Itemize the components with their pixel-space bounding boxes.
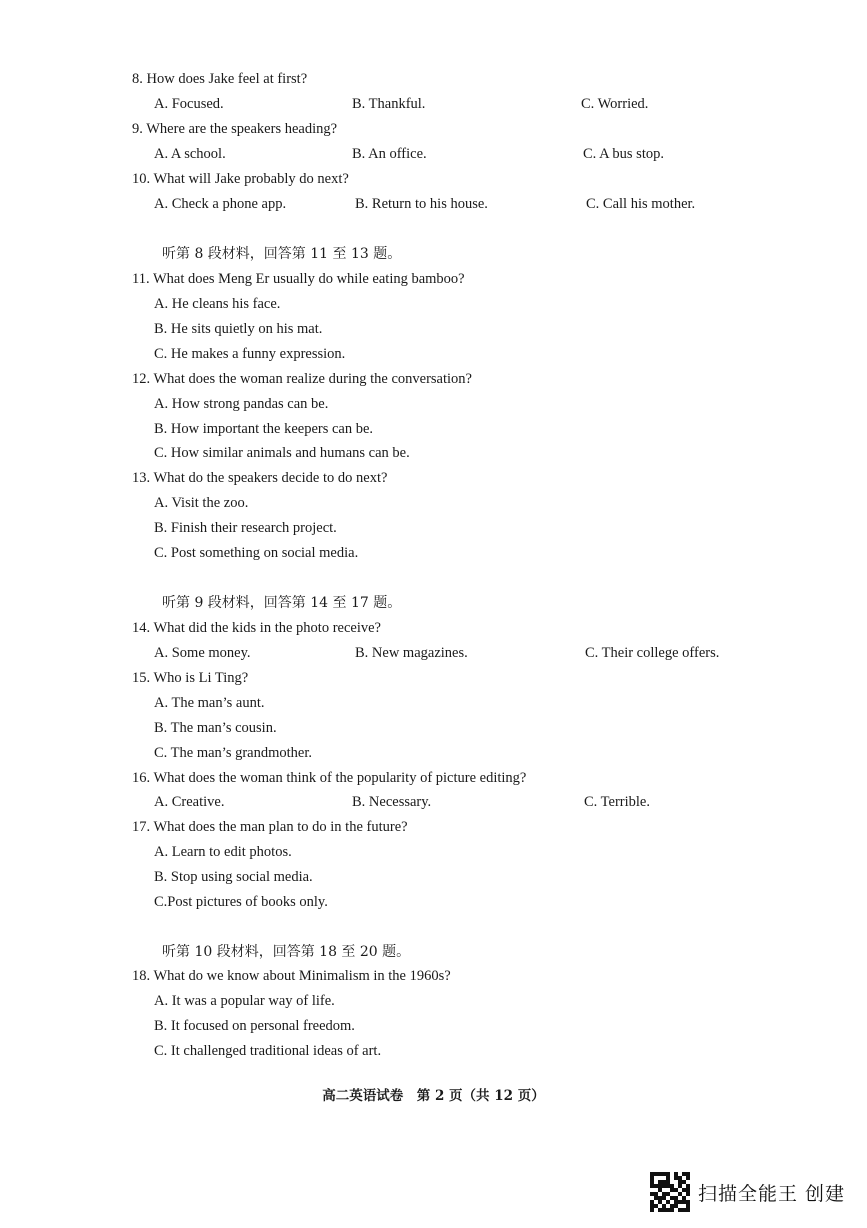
q12-option-b: B. How important the keepers can be. [154,421,374,437]
q18-option-a: A. It was a popular way of life. [154,993,335,1009]
q15-option-a: A. The man’s aunt. [154,695,265,711]
question-17: 17. What does the man plan to do in the future? [132,819,408,835]
question-10: 10. What will Jake probably do next? [132,171,349,187]
question-9: 9. Where are the speakers heading? [132,121,338,137]
q14-option-c: C. Their college offers. [585,645,720,661]
scanner-watermark [650,1172,845,1212]
q15-option-b: B. The man’s cousin. [154,720,277,736]
q8-option-c: C. Worried. [581,96,649,112]
q9-option-a: A. A school. [154,146,226,162]
q16-option-c: C. Terrible. [584,794,650,810]
q12-option-a: A. How strong pandas can be. [154,396,329,412]
qr-code-icon [650,1172,690,1212]
question-12: 12. What does the woman realize during the conversation? [132,371,472,387]
q14-option-b: B. New magazines. [355,645,468,661]
q10-option-a: A. Check a phone app. [154,196,287,212]
section-10-heading: 听第 10 段材料，回答第 18 至 20 题。 [162,944,411,960]
q13-option-c: C. Post something on social media. [154,545,359,561]
question-16: 16. What does the woman think of the popularity of picture editing? [132,770,527,786]
question-18: 18. What do we know about Minimalism in the 1960s? [132,968,451,984]
q10-option-b: B. Return to his house. [355,196,488,212]
q18-option-b: B. It focused on personal freedom. [154,1018,355,1034]
q10-option-c: C. Call his mother. [586,196,696,212]
question-11: 11. What does Meng Er usually do while eating bamboo? [132,271,465,287]
q14-option-a: A. Some money. [154,645,251,661]
q16-option-b: B. Necessary. [352,794,432,810]
q17-option-b: B. Stop using social media. [154,869,313,885]
q8-option-b: B. Thankful. [352,96,426,112]
q13-option-a: A. Visit the zoo. [154,495,249,511]
section-9-heading: 听第 9 段材料，回答第 14 至 17 题。 [162,595,402,611]
q15-option-c: C. The man’s grandmother. [154,745,312,761]
q12-option-c: C. How similar animals and humans can be. [154,445,410,461]
q11-option-c: C. He makes a funny expression. [154,346,346,362]
q11-option-a: A. He cleans his face. [154,296,281,312]
q9-option-b: B. An office. [352,146,427,162]
q18-option-c: C. It challenged traditional ideas of art. [154,1043,382,1059]
watermark-text: 扫描全能王 创建 [698,1182,846,1205]
q8-option-a: A. Focused. [154,96,224,112]
q11-option-b: B. He sits quietly on his mat. [154,321,323,337]
q17-option-c: C.Post pictures of books only. [154,894,328,910]
q13-option-b: B. Finish their research project. [154,520,337,536]
question-14: 14. What did the kids in the photo receive? [132,620,381,636]
q9-option-c: C. A bus stop. [583,146,664,162]
section-8-heading: 听第 8 段材料，回答第 11 至 13 题。 [162,246,402,262]
q16-option-a: A. Creative. [154,794,225,810]
page-footer: 高二英语试卷 第 2 页（共 12 页） [322,1088,545,1104]
question-15: 15. Who is Li Ting? [132,670,249,686]
question-8: 8. How does Jake feel at first? [132,71,308,87]
question-13: 13. What do the speakers decide to do next? [132,470,388,486]
q17-option-a: A. Learn to edit photos. [154,844,292,860]
